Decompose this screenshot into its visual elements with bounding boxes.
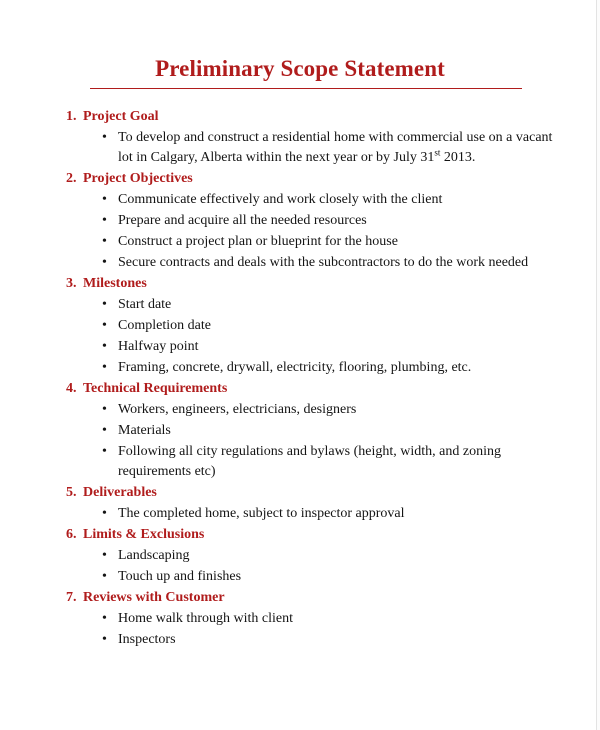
item-text-main: Start date [118, 296, 172, 312]
item-text [118, 444, 501, 479]
item-text-main: Halfway point [118, 338, 199, 354]
list-item [0, 566, 600, 587]
item-text [118, 506, 405, 521]
item-text [118, 360, 471, 375]
item-text-superscript: st [434, 146, 441, 157]
section-title: Project Goal [83, 109, 159, 124]
scope-section [0, 168, 600, 273]
item-text-main: Construct a project plan or blueprint for the house [118, 233, 398, 249]
bullet-icon: • [102, 359, 107, 375]
bullet-list [0, 189, 600, 273]
title-divider [90, 88, 522, 89]
bullet-icon: • [102, 610, 107, 626]
item-text [118, 234, 398, 249]
section-heading [0, 106, 600, 127]
page-title: Preliminary Scope Statement [155, 56, 445, 81]
bullet-list [0, 399, 600, 482]
list-item [0, 252, 600, 273]
bullet-icon: • [102, 631, 107, 647]
section-number: 7. [66, 590, 77, 605]
bullet-list [0, 545, 600, 587]
section-number: 6. [66, 527, 77, 542]
section-heading [0, 587, 600, 608]
bullet-icon: • [102, 212, 107, 228]
bullet-icon: • [102, 129, 107, 145]
list-item [0, 608, 600, 629]
item-text [118, 632, 176, 647]
section-number: 4. [66, 381, 77, 396]
section-heading [0, 273, 600, 294]
section-title: Project Objectives [83, 171, 193, 186]
bullet-list [0, 608, 600, 650]
item-text-main: Completion date [118, 317, 211, 333]
section-title: Deliverables [83, 485, 157, 500]
scope-section [0, 106, 600, 168]
item-text-main: Following all city regulations and bylaws (height, width, and zoning requirements etc) [118, 443, 501, 479]
bullet-icon: • [102, 568, 107, 584]
item-text [118, 423, 171, 438]
item-text-main: Secure contracts and deals with the subcontractors to do the work needed [118, 254, 529, 270]
scope-section [0, 587, 600, 650]
list-item [0, 441, 600, 482]
item-text [118, 130, 552, 165]
list-item [0, 629, 600, 650]
section-title: Reviews with Customer [83, 590, 225, 605]
item-text [118, 192, 442, 207]
section-heading [0, 524, 600, 545]
section-number: 1. [66, 109, 77, 124]
item-text-main: Materials [118, 422, 171, 438]
list-item [0, 420, 600, 441]
item-text [118, 213, 367, 228]
bullet-icon: • [102, 547, 107, 563]
list-item [0, 399, 600, 420]
bullet-icon: • [102, 338, 107, 354]
list-item [0, 315, 600, 336]
list-item [0, 503, 600, 524]
bullet-icon: • [102, 505, 107, 521]
list-item [0, 336, 600, 357]
scope-section [0, 273, 600, 378]
bullet-icon: • [102, 422, 107, 438]
item-text-tail: 2013. [440, 149, 476, 165]
item-text-main: Landscaping [118, 547, 190, 563]
section-title: Milestones [83, 276, 147, 291]
list-item [0, 294, 600, 315]
section-heading [0, 168, 600, 189]
section-number: 3. [66, 276, 77, 291]
item-text [118, 297, 171, 312]
bullet-icon: • [102, 401, 107, 417]
bullet-list [0, 127, 600, 168]
item-text-main: Framing, concrete, drywall, electricity, flooring, plumbing, etc. [118, 359, 472, 375]
item-text [118, 255, 528, 270]
section-title: Limits & Exclusions [83, 527, 205, 542]
scope-sections [0, 106, 600, 650]
item-text-main: Touch up and finishes [118, 568, 242, 584]
section-heading [0, 378, 600, 399]
list-item [0, 127, 600, 168]
item-text-main: Workers, engineers, electricians, designers [118, 401, 357, 417]
bullet-icon: • [102, 317, 107, 333]
item-text [118, 548, 190, 563]
bullet-list [0, 503, 600, 524]
bullet-icon: • [102, 443, 107, 459]
list-item [0, 545, 600, 566]
section-title: Technical Requirements [83, 381, 228, 396]
bullet-icon: • [102, 254, 107, 270]
section-heading [0, 482, 600, 503]
item-text-main: Prepare and acquire all the needed resources [118, 212, 367, 228]
item-text [118, 318, 211, 333]
section-number: 5. [66, 485, 77, 500]
bullet-icon: • [102, 296, 107, 312]
item-text-main: Home walk through with client [118, 610, 293, 626]
bullet-list [0, 294, 600, 378]
scope-section [0, 378, 600, 482]
list-item [0, 210, 600, 231]
section-number: 2. [66, 171, 77, 186]
bullet-icon: • [102, 233, 107, 249]
list-item [0, 357, 600, 378]
item-text-main: To develop and construct a residential home with commercial use on a vacant lot in Calgary, Alberta within the next year or by July 31 [118, 129, 553, 165]
item-text-main: Inspectors [118, 631, 176, 647]
item-text-main: The completed home, subject to inspector approval [118, 505, 405, 521]
list-item [0, 189, 600, 210]
scope-section [0, 524, 600, 587]
scope-section [0, 482, 600, 524]
item-text-main: Communicate effectively and work closely with the client [118, 191, 443, 207]
list-item [0, 231, 600, 252]
item-text [118, 402, 356, 417]
bullet-icon: • [102, 191, 107, 207]
item-text [118, 569, 241, 584]
item-text [118, 339, 198, 354]
item-text [118, 611, 293, 626]
